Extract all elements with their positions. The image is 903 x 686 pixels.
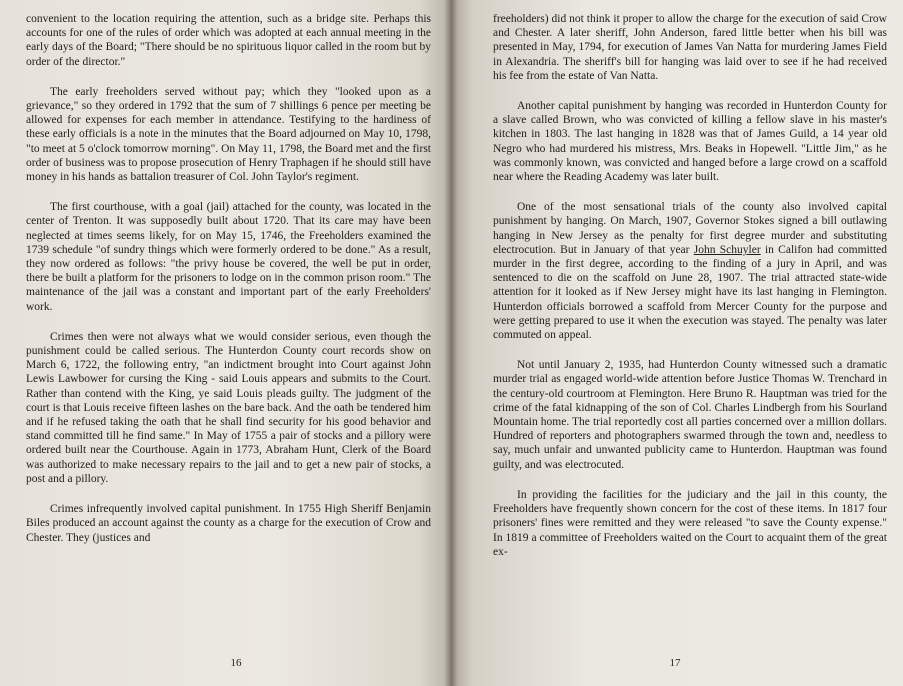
- underlined-name: John Schuyler: [693, 243, 761, 256]
- left-paragraph-5: Crimes infrequently involved capital punishment. In 1755 High Sheriff Benjamin Biles produced an account against the county as a charge for the execution of Crow and Chester. They (justices and: [26, 503, 431, 544]
- right-paragraph-3-end: in Califon had committed murder in the first degree, according to the finding of a jury in April, and was sentenced to die on the scaffold on June 28, 1907. The trial attracted state-wide attention for it looked as if New Jersey might have its last hanging in Flemington. Hunterdon officials borrowed a scaffold from Mercer County for the purpose and were getting prepared to use it when the execution was stayed. The penalty was later commuted on appeal.: [493, 243, 888, 342]
- left-paragraph-4: Crimes then were not always what we would consider serious, even though the punishment could be called serious. The Hunterdon County court records show on March 6, 1722, the following entry, "an indictment brought into Court against John Lewis Lawbower for cursing the King - said Louis appears and submits to the Court. Rather than contend with the King, ye said Louis pleads guilty. The judgment of the court is that Louis receive fifteen lashes on the bare back. And the oath be tendered him and if he refused taking the oath that he shall find security for his good behavior and stand committed till he find same." In May of 1755 a pair of stocks and a pillory were ordered built near the Courthouse. Again in 1773, Abraham Hunt, Clerk of the Board was authorized to make necessary repairs to the jail and to get a new pair of stocks, a post and a pillory.: [26, 330, 431, 485]
- right-paragraph-3-start: One of the most sensational trials of the county also involved capital punishment by hanging. On March, 1907, Governor Stokes signed a bill outlawing hanging in New Jersey as the penalty for first degree murder and substituting electrocution. But in January of that year: [493, 201, 887, 256]
- left-paragraph-2: The early freeholders served without pay; which they "looked upon as a grievance," so they ordered in 1792 that the sum of 7 shillings 6 pence per meeting be allowed for expenses for each member in attendance. Testifying to the hardiness of these early officials is a note in the minutes that the Board adjourned on May 10, 1798, "to meet at 5 o'clock tomorrow morning". On May 11, 1798, the Board met and the first order of business was to propose prosecution of Henry Traphagen if he should still have money in his hands as battalion treasurer of Col. John Taylor's regiment.: [26, 85, 431, 184]
- right-paragraph-5: In providing the facilities for the judiciary and the jail in this county, the Freeholders have frequently shown concern for the cost of these items. In 1817 four prisoners' fines were remitted and they were released "to save the County expense." In 1819 a committee of Freeholders waited on the Court to acquaint them of the great ex-: [493, 488, 887, 558]
- left-page: [0, 0, 451, 686]
- book-gutter-shadow: [444, 0, 458, 686]
- right-page-number: 17: [669, 656, 681, 669]
- right-paragraph-2: Another capital punishment by hanging was recorded in Hunterdon County for a slave called Brown, who was convicted of killing a fellow slave in his master's kitchen in 1803. The last hanging in 1828 was that of James Guild, a 14 year old Negro who had murdered his mistress, Mrs. Beaks in Hopewell. "Little Jim," as he was commonly known, was convicted and hanged before a large crowd on a scaffold near where the Reading Academy was later built.: [493, 100, 887, 184]
- left-paragraph-1: convenient to the location requiring the attention, such as a bridge site. Perhaps this accounts for one of the rules of order which was adopted at each annual meeting in the early days of the Board; "There should be no spirituous liquor called in the room but by order of the director.": [26, 13, 431, 68]
- right-paragraph-4: Not until January 2, 1935, had Hunterdon County witnessed such a dramatic murder trial as engaged world-wide attention before Justice Thomas W. Trenchard in the century-old courtroom at Flemington. Here Bruno R. Hauptman was tried for the crime of the fatal kidnapping of the son of Col. Charles Lindbergh from his Sourland Mountain home. The trial reportedly cost all parties concerned over a million dollars. Hundred of reporters and photographers swarmed through the town and, needless to say, much unfair and unwanted publicity came to Hunterdon. Hauptman was found guilty, and was electrocuted.: [493, 359, 887, 471]
- right-paragraph-1: freeholders) did not think it proper to allow the charge for the execution of said Crow and Chester. A later sheriff, John Anderson, fared little better when his bill was presented in May, 1794, for execution of James Van Natta for murdering James Field in Alexandria. The sheriff's bill for hanging was laid over to see if he had received his fee from the estate of Van Natta.: [493, 13, 887, 82]
- left-paragraph-3: The first courthouse, with a goal (jail) attached for the county, was located in the center of Trenton. It was supposedly built about 1720. That its care may have been neglected at times seems likely, for on May 15, 1746, the Freeholders examined the 1739 schedule "of sundry things which were formerly ordered to be done." As a result, they now ordered as follows: "the privy house be covered, the well be put in order, there be built a platform for the prisoners to lodge on in the common prison room." The maintenance of the jail was a constant and important part of the early Freeholders' work.: [26, 201, 431, 313]
- right-page: [451, 0, 903, 686]
- right-paragraph-3: [493, 200, 887, 342]
- left-page-number: 16: [230, 656, 242, 669]
